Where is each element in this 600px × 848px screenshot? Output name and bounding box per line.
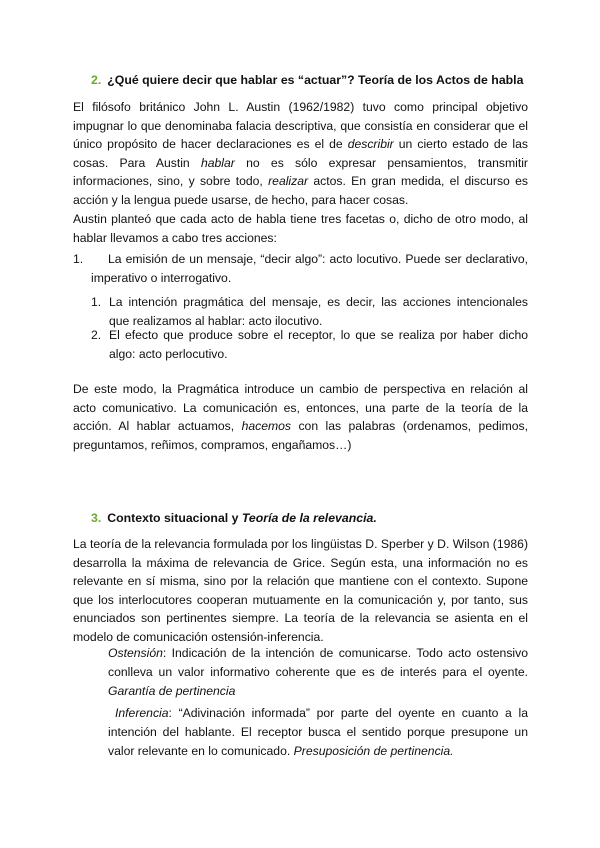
facets-paragraph: Austin planteó que cada acto de habla tiene tres facetas o, dicho de otro modo, al hablar llevamos a cabo tres acciones: (73, 212, 528, 245)
section-3-number: 3. (91, 511, 102, 525)
austin-em-hablar: hablar (200, 155, 235, 170)
pragmatica-text-1: De este modo, la Pragmática introduce un cambio de perspectiva en relación al acto comunicativo. La comunicación es, entonces, una parte de la teoría de la acción. Al hablar actuamos, (73, 382, 528, 434)
pragmatica-paragraph (73, 380, 528, 454)
ostension-text: : Indicación de la intención de comunicarse. Todo acto ostensivo conlleva un valor informativo coherente que es de interés para el oyente. (108, 646, 528, 679)
austin-text-2: un cierto estado de las cosas. Para Austin (73, 137, 528, 170)
sub-list-marker: 2. (91, 328, 102, 342)
section-2-title: ¿Qué quiere decir que hablar es “actuar”? Teoría de los Actos de habla (107, 73, 524, 87)
list-marker: 1. (73, 252, 84, 266)
austin-em-describir: describir (347, 137, 394, 152)
sub-list-text: La intención pragmática del mensaje, es decir, las acciones intencionales que realizamos al hablar: acto ilocutivo. (109, 295, 528, 328)
austin-paragraph (73, 98, 528, 210)
austin-text-3: no es sólo expresar pensamientos, transmitir informaciones, sino, y sobre todo, (73, 155, 528, 189)
ostension-term: Ostensión (108, 646, 163, 660)
section-3-heading (91, 510, 377, 526)
inference-block (108, 704, 528, 761)
inference-text: : “Adivinación informada” por parte del oyente en cuanto a la intención del hablante. El receptor busca el sentido porque presupone un valor relevante en lo comunicado. (108, 706, 528, 758)
list-text: La emisión de un mensaje, “decir algo”: acto locutivo. Puede ser declarativo, imperativo o interrogativo. (91, 252, 528, 285)
inference-tail: Presuposición de pertinencia. (293, 744, 454, 758)
sub-list-text: El efecto que produce sobre el receptor, lo que se realiza por haber dicho algo: acto perlocutivo. (109, 328, 528, 361)
pragmatica-text-2: con las palabras (ordenamos, pedimos, preguntamos, reñimos, compramos, engañamos…) (73, 419, 528, 452)
section-3-title: Contexto situacional y (107, 511, 242, 525)
ostension-block (108, 644, 528, 701)
inference-term: Inferencia (115, 706, 169, 720)
pragmatica-em-hacemos: hacemos (241, 419, 292, 434)
austin-text-4: actos. En gran medida, el discurso es acción y la lengua puede usarse, de hecho, para hacer cosas. (73, 174, 528, 207)
section-2-heading (91, 72, 523, 88)
ostension-tail: Garantía de pertinencia (108, 684, 236, 698)
austin-text-1: El filósofo británico John L. Austin (1962/1982) tuvo como principal objetivo impugnar lo que denominaba falacia descriptiva, que consistía en considerar que el único propósito de hacer declaraciones es el de (73, 100, 528, 152)
austin-em-realizar: realizar (268, 174, 309, 189)
sub-list-marker: 1. (91, 295, 102, 309)
relevance-paragraph: La teoría de la relevancia formulada por los lingüistas D. Sperber y D. Wilson (1986) desarrolla la máxima de relevancia de Grice. Según esta, una información no es relevante en sí misma, sino por la relación que mantiene con el contexto. Supone que los interlocutores cooperan mutuamente en la comunicación y, por tanto, sus enunciados son pertinentes siempre. La teoría de la relevancia se asienta en el modelo de comunicación ostensión-inferencia. (73, 537, 528, 644)
section-2-number: 2. (91, 73, 102, 87)
section-3-title-italic: Teoría de la relevancia. (241, 511, 377, 525)
